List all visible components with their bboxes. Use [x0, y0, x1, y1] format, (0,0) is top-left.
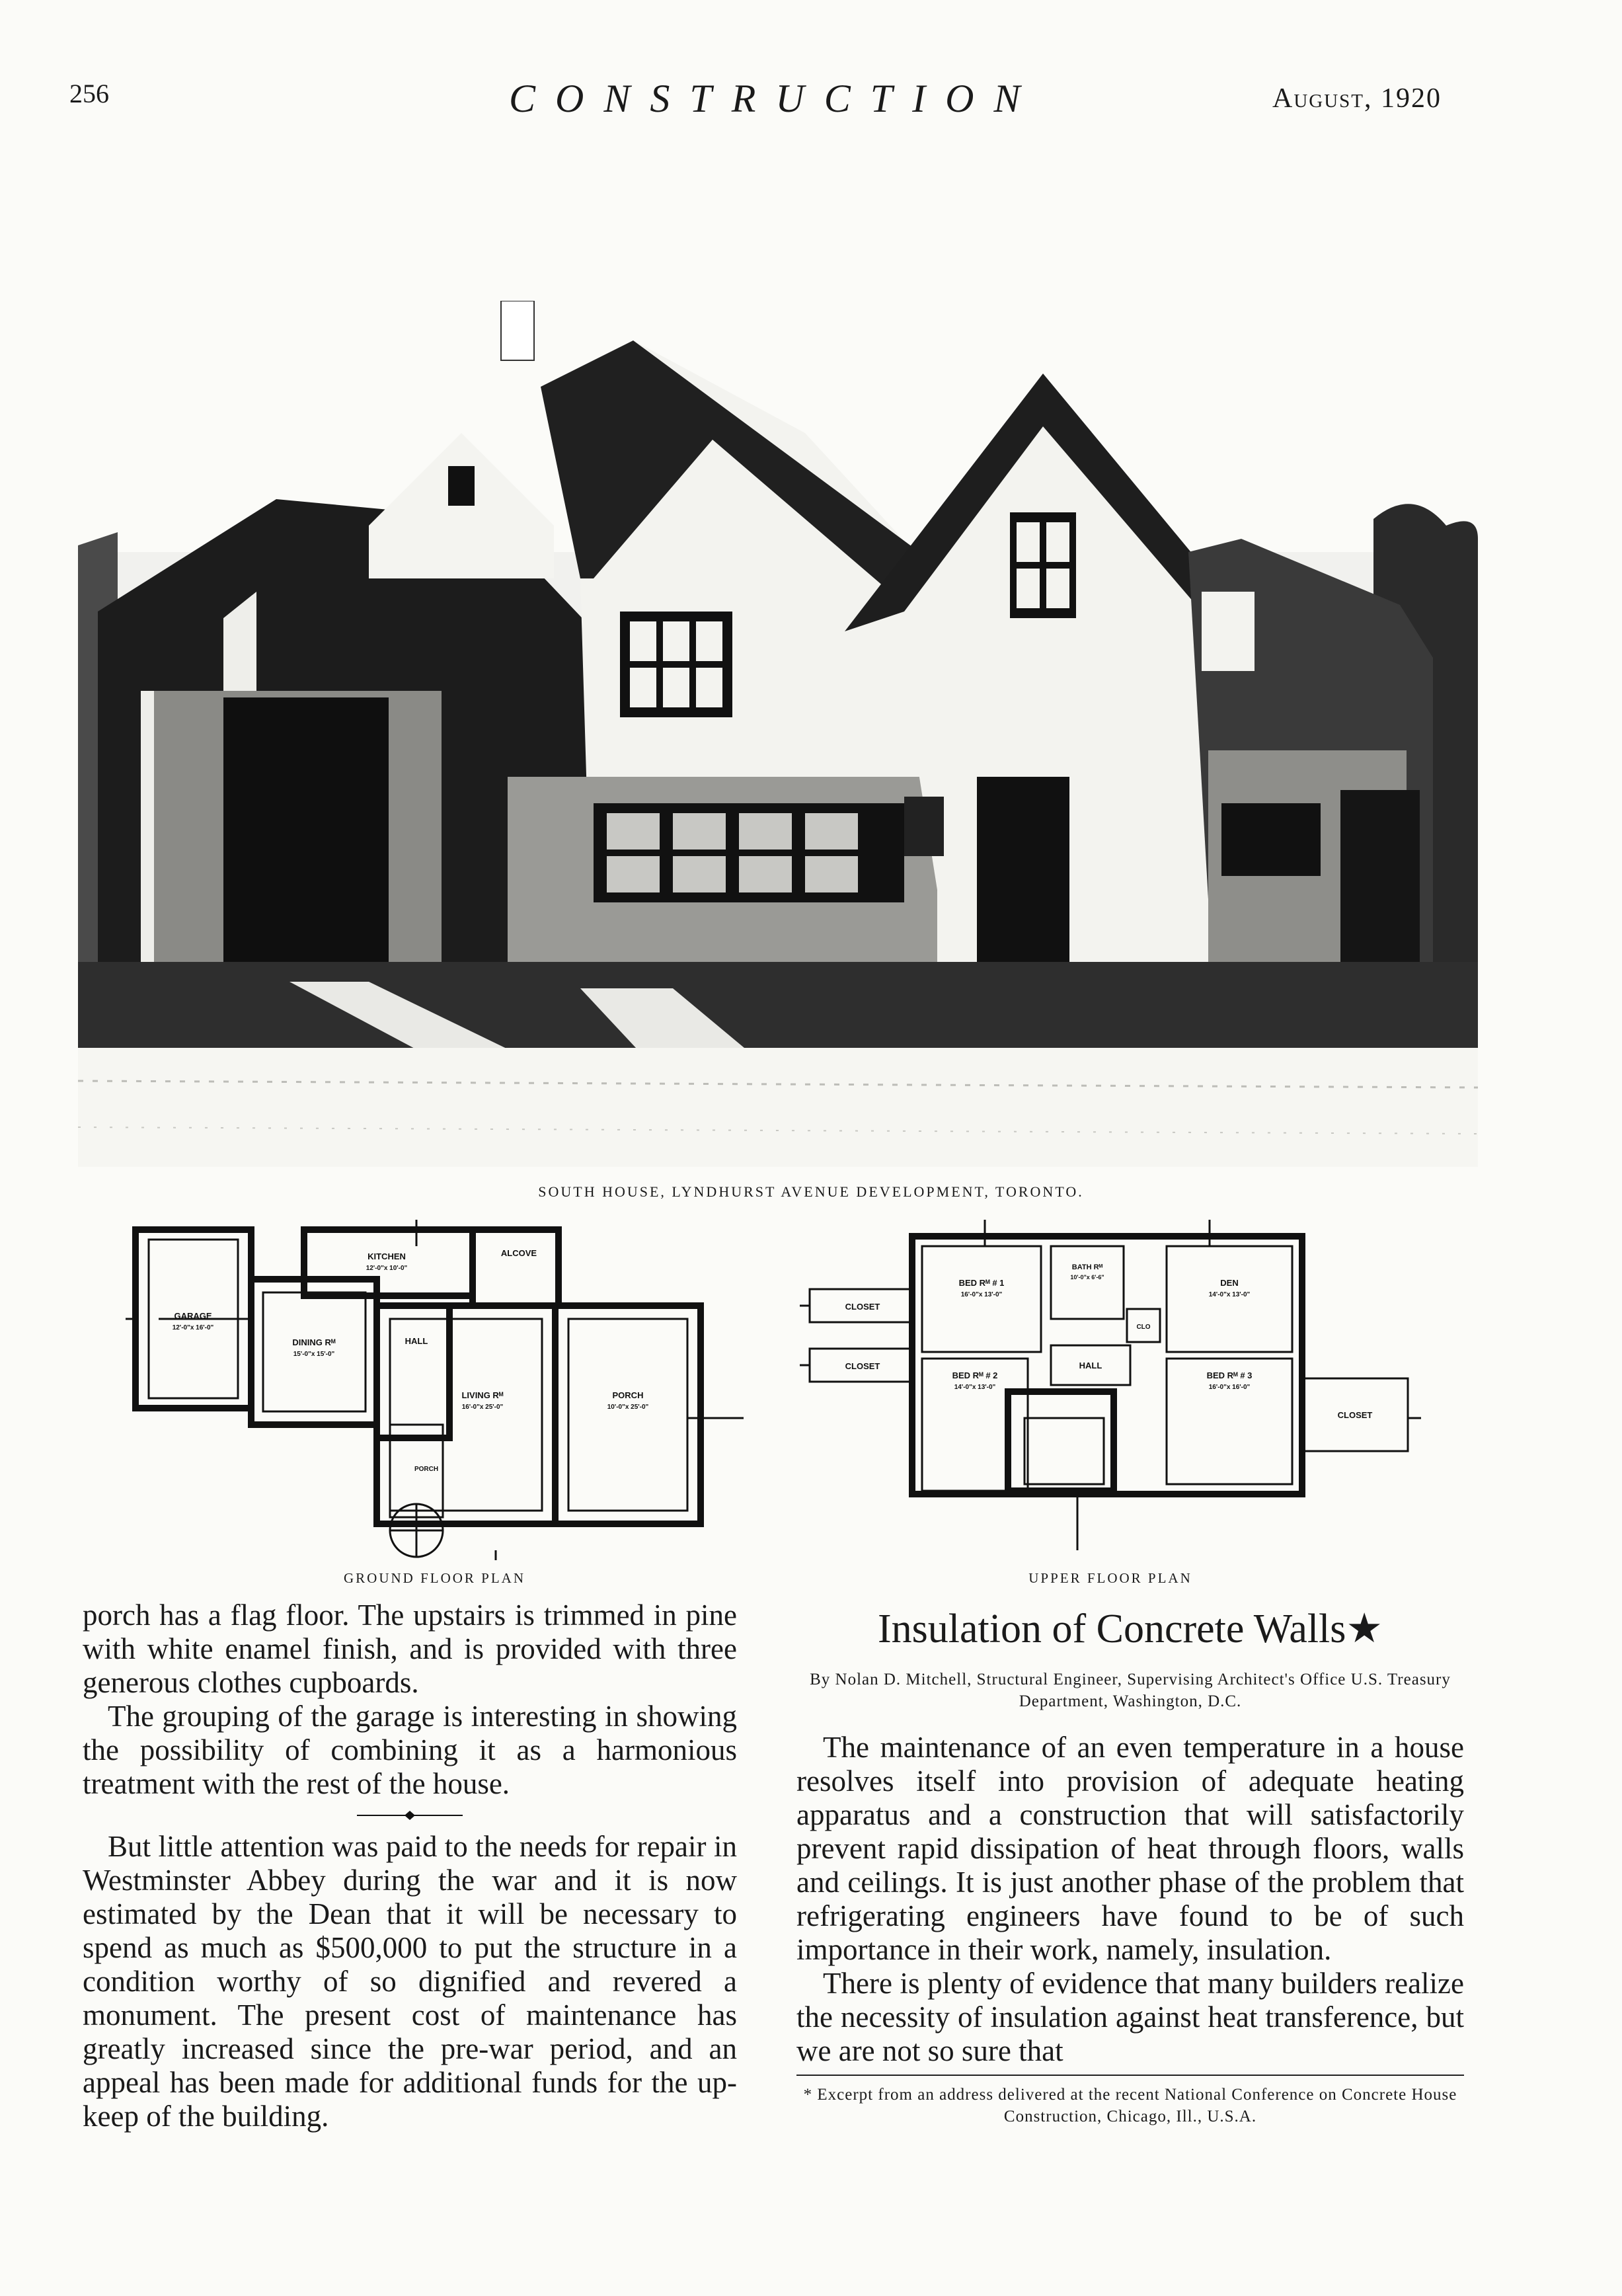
label-garage-size: 12'-0"x 16'-0" [172, 1324, 214, 1331]
label-hall: HALL [405, 1336, 428, 1346]
footnote-rule [796, 2075, 1464, 2076]
label-clo: CLO [1136, 1324, 1151, 1331]
article-byline: By Nolan D. Mitchell, Structural Engineer, Supervising Architect's Office U.S. Treasury Department, Washington, D.C. [810, 1671, 1451, 1710]
label-bed-3-size: 16'-0"x 16'-0" [1208, 1384, 1251, 1391]
label-den-size: 14'-0"x 13'-0" [1208, 1291, 1251, 1298]
article-paragraph-1: The maintenance of an even temperature in a house resolves itself into provision of adequate heating apparatus and a construction that will satisfactorily prevent rapid dissipation of heat through floors, walls and ceilings. It is just another phase of the problem that refrigerating engineers have found to be of such importance in their work, namely, insulation. [796, 1731, 1464, 1966]
left-column [83, 1599, 737, 2133]
label-living: LIVING Rᴹ [461, 1390, 504, 1400]
lawn [78, 962, 1478, 1167]
label-dining-size: 15'-0"x 15'-0" [293, 1351, 335, 1358]
label-bed-3: BED Rᴹ # 3 [1206, 1370, 1253, 1380]
label-closet-3: CLOSET [1337, 1410, 1373, 1420]
label-porch: PORCH [612, 1390, 644, 1400]
article-title: Insulation of Concrete Walls★ [877, 1606, 1383, 1651]
house-photograph [78, 301, 1478, 1167]
article-column [796, 1599, 1464, 2127]
label-dining: DINING Rᴹ [292, 1337, 336, 1347]
ornament-rule-icon [357, 1809, 463, 1822]
page-number: 256 [69, 79, 109, 108]
upper-floor-plan [800, 1220, 1421, 1560]
label-den: DEN [1220, 1278, 1239, 1288]
issue-date: August, 1920 [1272, 83, 1442, 114]
label-porch-small: PORCH [414, 1466, 439, 1473]
label-closet-2: CLOSET [845, 1361, 880, 1371]
ground-floor-plan [126, 1220, 744, 1560]
section-ornament [83, 1801, 737, 1830]
label-garage: GARAGE [174, 1311, 212, 1321]
label-hall-upper: HALL [1079, 1361, 1102, 1370]
upper-plan-caption: UPPER FLOOR PLAN [1028, 1570, 1192, 1586]
east-wing [1188, 539, 1433, 1015]
paragraph-porch: porch has a flag floor. The upstairs is trimmed in pine with white enamel finish, and is provided with three generous clothes cupboards. [83, 1599, 737, 1699]
paragraph-westminster: But little attention was paid to the needs for repair in Westminster Abbey during the war and it is now estimated by the Dean that it will be necessary to spend as much as $500,000 to put the structure in a condition worthy of so dignified and revered a monument. The present cost of maintenance has greatly increased since the pre-war period, and an appeal has been made for additional funds for the up-keep of the building. [83, 1830, 737, 2133]
article-paragraph-2: There is plenty of evidence that many builders realize the necessity of insulation against heat transference, but we are not so sure that [796, 1967, 1464, 2067]
label-bed-2-size: 14'-0"x 13'-0" [954, 1384, 996, 1391]
label-bed-2: BED Rᴹ # 2 [952, 1370, 998, 1380]
ground-plan-caption: GROUND FLOOR PLAN [343, 1570, 526, 1586]
photo-caption: SOUTH HOUSE, LYNDHURST AVENUE DEVELOPMENT, TORONTO. [538, 1183, 1084, 1200]
journal-title: CONSTRUCTION [509, 77, 1040, 120]
article-footnote: * Excerpt from an address delivered at the recent National Conference on Concrete House Construction, Chicago, Ill., U.S.A. [803, 2086, 1457, 2125]
label-kitchen-size: 12'-0"x 10'-0" [366, 1265, 408, 1272]
label-bed-1-size: 16'-0"x 13'-0" [960, 1291, 1003, 1298]
label-living-size: 16'-0"x 25'-0" [461, 1404, 504, 1411]
label-alcove: ALCOVE [500, 1248, 537, 1258]
label-kitchen: KITCHEN [367, 1251, 406, 1261]
label-closet-1: CLOSET [845, 1302, 880, 1312]
label-bath: BATH Rᴹ [1071, 1263, 1103, 1271]
label-bed-1: BED Rᴹ # 1 [958, 1278, 1005, 1288]
label-porch-size: 10'-0"x 25'-0" [607, 1404, 649, 1411]
label-bath-size: 10'-0"x 6'-6" [1070, 1274, 1104, 1281]
paragraph-garage: The grouping of the garage is interesting in showing the possibility of combining it as a harmonious treatment with the rest of the house. [83, 1700, 737, 1800]
